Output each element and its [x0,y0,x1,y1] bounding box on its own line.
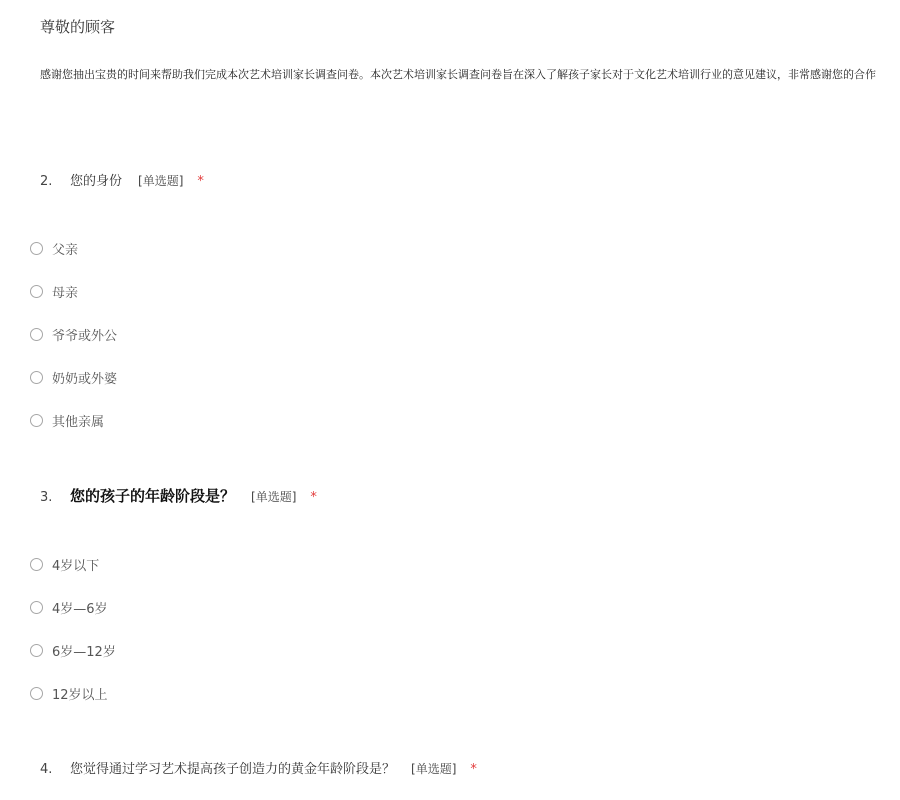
option-label: 其他亲属 [52,415,105,430]
option-6-to-12[interactable] [30,641,116,660]
question-header [40,170,900,189]
question-2 [40,170,900,189]
required-marker: * [197,174,204,189]
radio-button[interactable] [30,644,43,657]
option-label: 4岁—6岁 [52,602,108,617]
question-number: 2. [40,174,53,189]
option-grandmother[interactable] [30,368,117,387]
option-father[interactable] [30,239,78,258]
greeting-title: 尊敬的顾客 [40,18,116,36]
option-label: 奶奶或外婆 [52,372,118,387]
option-label: 6岁—12岁 [52,645,116,660]
option-grandfather[interactable] [30,325,117,344]
option-label: 母亲 [52,286,79,301]
question-title: 您觉得通过学习艺术提高孩子创造力的黄金年龄阶段是？ [70,762,396,777]
question-type: [单选题] [411,762,457,776]
option-over-12[interactable] [30,684,108,703]
question-header [40,758,900,777]
question-3 [40,485,900,506]
radio-button[interactable] [30,328,43,341]
option-4-to-6[interactable] [30,598,108,617]
radio-button[interactable] [30,371,43,384]
option-mother[interactable] [30,282,78,301]
option-label: 父亲 [52,243,79,258]
question-title: 您的孩子的年龄阶段是？ [70,487,236,505]
option-label: 4岁以下 [52,559,100,574]
question-header [40,485,900,506]
question-type: [单选题] [251,490,297,504]
intro-paragraph: 感谢您抽出宝贵的时间来帮助我们完成本次艺术培训家长调查问卷。本次艺术培训家长调查问卷旨在深入了解孩子家长对于文化艺术培训行业的意见建议，非常感谢您的合作 [40,68,876,81]
radio-button[interactable] [30,601,43,614]
question-number: 3. [40,490,53,505]
radio-button[interactable] [30,558,43,571]
radio-button[interactable] [30,687,43,700]
option-other-relatives[interactable] [30,411,104,430]
radio-button[interactable] [30,285,43,298]
question-title: 您的身份 [70,174,123,189]
question-type: [单选题] [138,174,184,188]
option-label: 爷爷或外公 [52,329,118,344]
option-under-4[interactable] [30,555,99,574]
option-label: 12岁以上 [52,688,108,703]
required-marker: * [470,762,477,777]
radio-button[interactable] [30,414,43,427]
radio-button[interactable] [30,242,43,255]
required-marker: * [310,490,317,505]
question-number: 4. [40,762,53,777]
question-4 [40,758,900,777]
